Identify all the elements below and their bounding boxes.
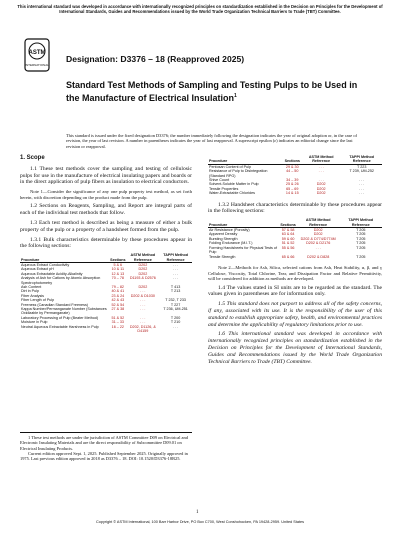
table-row — [20, 276, 192, 285]
bulk-characteristics-table-continued — [208, 155, 382, 196]
para-1-3: 1.3 Each test method is described as being a measure of either a bulk property of the pulp or a property of a handsheet formed from the pulp. — [20, 219, 192, 233]
sections-cell[interactable]: 51 & 52 — [111, 315, 125, 320]
astm-ref-cell: . . . — [140, 289, 146, 294]
tappi-ref-cell: T 210 — [170, 320, 181, 325]
col-procedure: Procedure — [20, 253, 109, 262]
tappi-ref-cell: T 205 — [356, 254, 366, 259]
col-astm: ASTM Method Reference — [297, 218, 340, 227]
procedure-cell: Neutral Aqueous Extractable Harshness in Pulp — [21, 324, 99, 329]
sections-cell[interactable]: 25 & 26 — [285, 182, 299, 187]
svg-text:ASTM: ASTM — [28, 50, 46, 56]
tappi-ref-cell: . . . — [173, 276, 179, 281]
table-row — [208, 255, 382, 259]
astm-ref-cell[interactable]: D202, D1126, & D4159 — [129, 324, 156, 334]
tappi-ref-cell: T 223 — [357, 164, 367, 169]
procedure-cell: Forming Handsheets for Physical Tests of Pulp — [209, 245, 277, 255]
sections-cell[interactable]: 52 & 54 — [111, 302, 125, 307]
sections-cell[interactable]: 10 & 11 — [111, 267, 125, 272]
sections-cell[interactable]: 44 – 50 — [286, 169, 299, 174]
tappi-ref-cell: T 205 — [356, 245, 366, 250]
tappi-ref-cell: . . . — [173, 271, 179, 276]
sections-cell[interactable]: 14 & 15 — [285, 191, 299, 196]
sections-cell[interactable]: 59 & 60 — [281, 236, 295, 241]
para-1-2: 1.2 Sections on Reagents, Sampling, and Report are integral parts of each of the individual test methods that follow. — [20, 203, 192, 217]
sections-cell[interactable]: 31 – 33 — [111, 320, 124, 325]
procedure-cell: Resistance of Pulp to Disintegration (Standard RPG) — [209, 169, 268, 178]
sections-cell[interactable]: 79 – 82 — [111, 285, 124, 289]
procedure-cell: Aqueous Extractable Acidity-Alkalinity — [21, 271, 83, 276]
footnote-2: Current edition approved Sept. 1, 2025. Published September 2025. Originally approved in 1975. Last previous edition approved in 2018 as D3376 – 18. DOI: 10.1520/D3376-18R25. — [20, 450, 188, 462]
procedure-cell: Fiber Analysis — [21, 293, 44, 298]
sections-cell[interactable]: 42 & 43 — [111, 298, 125, 303]
sections-cell[interactable]: 55 & 56 — [281, 245, 295, 250]
handsheet-characteristics-table — [208, 218, 382, 259]
astm-ref-cell[interactable]: D202 — [138, 267, 148, 272]
astm-ref-cell[interactable]: D202 — [138, 285, 148, 289]
right-column — [208, 155, 382, 368]
table-row — [208, 169, 382, 178]
tappi-ref-cell: T 239, UM-252 — [349, 169, 374, 174]
left-column — [20, 155, 192, 337]
procedure-cell: Aqueous Extract pH — [21, 267, 54, 272]
astm-ref-cell[interactable]: D202 — [316, 191, 326, 196]
svg-text:INTERNATIONAL: INTERNATIONAL — [25, 63, 49, 67]
tappi-ref-cell: . . . — [359, 191, 365, 196]
document-title — [66, 80, 366, 103]
procedure-cell: Bursting Strength — [209, 236, 238, 241]
procedure-cell: Folding Endurance (M.I.T.) — [209, 241, 253, 246]
col-astm: ASTM Method Reference — [127, 253, 160, 262]
astm-ref-cell[interactable]: D202 — [316, 182, 326, 187]
bulk-characteristics-table — [20, 253, 192, 333]
col-astm: ASTM Method Reference — [301, 155, 341, 164]
tappi-ref-cell: . . . — [173, 267, 179, 272]
para-1-6: 1.6 This international standard was developed in accordance with internationally recognized principles on standardization established in the Decision on Principles for the Development of International Standards, Guides and Recommendations issued by the World Trade Organization Technical Barriers to Trade (TBT) Committee. — [208, 331, 382, 365]
col-tappi: TAPPI Method Reference — [159, 253, 192, 262]
tappi-ref-cell: T 205 — [356, 232, 366, 237]
col-sections: Sections — [284, 155, 301, 164]
procedure-cell: Tensile Properties — [209, 186, 239, 191]
astm-ref-cell[interactable]: D202 — [138, 271, 148, 276]
astm-ref-cell[interactable]: D202 & D2176 — [306, 241, 331, 246]
sections-cell[interactable]: 70 – 78 — [111, 276, 124, 281]
sections-cell[interactable]: 12 & 13 — [111, 271, 125, 276]
astm-ref-cell: . . . — [318, 178, 324, 183]
tappi-ref-cell: T 200 — [170, 315, 181, 320]
astm-ref-cell[interactable]: D202 & D1030 — [130, 293, 155, 298]
standard-issue-note: This standard is issued under the fixed designation D3376; the number immediately following the designation indicates the year of original adoption or, in the case of revision, the year of last revision. A number in parentheses indicates the year of last reapproval. A superscript epsilon (ε) indicates an editorial change since the last revision or reapproval. — [66, 133, 357, 149]
col-tappi: TAPPI Method Reference — [340, 218, 382, 227]
tappi-ref-cell: . . . — [359, 182, 365, 187]
para-1-3-2: 1.3.2 Handsheet characteristics determinable by these procedures appear in the following sections: — [208, 201, 382, 215]
sections-cell[interactable]: 65 & 66 — [281, 254, 295, 259]
page-number: 1 — [196, 510, 199, 515]
footnote-1: 1 These test methods are under the jurisdiction of ASTM Committee D09 on Electrical and Electronic Insulating Materials and are the direct responsibility of Subcommittee D09.01 on Electrical Insulating Products. — [20, 435, 188, 451]
tappi-ref-cell: . . . — [359, 186, 365, 191]
note-2: Note 2—Methods for Ash, Silica, selected cations from Ash, Heat Stability, α, β, and γ Cellulose, Viscosity, Total Chlorine, Tear, and Dissipation Factor and Relative Permittivity, will be considered for addition as methods are developed. — [208, 264, 382, 282]
astm-ref-cell[interactable]: D202 — [316, 186, 326, 191]
procedure-cell: Laboratory Processing of Pulp (Beater Method) — [21, 315, 99, 320]
table-row — [208, 191, 382, 195]
sections-cell[interactable]: 57 & 58 — [281, 228, 295, 233]
sections-cell[interactable]: 29 & 30 — [285, 164, 299, 169]
para-1-5: 1.5 This standard does not purport to address all of the safety concerns, if any, associated with its use. It is the responsibility of the user of this standard to establish appropriate safety, health, and environmental practices and determine the applicability of regulatory limitations prior to use. — [208, 301, 382, 328]
procedure-cell: Water-Extractable Chlorides — [209, 191, 255, 196]
tbt-notice: This international standard was developed in accordance with internationally recognized principles on standardization established in the Decision on Principles for the Development of International Standards, Guides and Recommendations issued by the World Trade Organization Technical Barriers to Trade (TBT) Committee. — [17, 4, 383, 14]
procedure-cell: Moisture in Pulp — [21, 320, 48, 325]
tappi-ref-cell: T 213 — [170, 289, 181, 294]
sections-cell[interactable]: 40 & 41 — [111, 289, 125, 294]
astm-ref-cell: . . . — [318, 164, 324, 169]
astm-ref-cell: . . . — [140, 298, 146, 303]
astm-ref-cell[interactable]: D202 — [138, 262, 148, 267]
procedure-cell: Analysis of Ash for Cations by Atomic Absorption Spectrophotometry — [21, 276, 101, 285]
astm-ref-cell: . . . — [318, 169, 324, 174]
para-1-1: 1.1 These test methods cover the sampling and testing of cellulosic pulps for use in the manufacture of electrical insulating papers and boards or in the direct application of pulp fibers as insulation to electrical conductors. — [20, 165, 192, 186]
tappi-ref-cell: T 205 — [356, 228, 366, 233]
para-1-4: 1.4 The values stated in SI units are to be regarded as the standard. The values given in parentheses are for information only. — [208, 284, 382, 298]
sections-cell[interactable]: 27 & 38 — [111, 307, 125, 312]
procedure-cell: Fiber Length of Pulp — [21, 298, 55, 303]
footnote — [20, 432, 192, 461]
sections-cell[interactable]: 5 & 6 — [113, 262, 123, 267]
scope-heading: 1. Scope — [20, 155, 45, 161]
astm-ref-cell[interactable]: D202 — [313, 228, 323, 233]
astm-ref-cell[interactable]: D202 & D828 — [307, 254, 330, 259]
astm-ref-cell[interactable]: D202 & D774/D774M — [300, 236, 336, 241]
tappi-ref-cell: T 205 — [356, 236, 366, 241]
tappi-ref-cell: . . . — [173, 262, 179, 267]
table-row — [20, 307, 192, 316]
title-footnote-mark: 1 — [234, 92, 237, 99]
procedure-cell: Aqueous Extract Conductivity — [21, 262, 70, 267]
table-row — [208, 246, 382, 255]
astm-ref-cell: . . . — [140, 307, 146, 312]
procedure-cell: Dirt in Pulp — [21, 289, 40, 294]
procedure-cell: Pentosan Content of Pulp — [209, 164, 252, 169]
astm-logo — [24, 38, 50, 72]
sections-cell[interactable]: 34 – 39 — [286, 178, 299, 183]
sections-cell[interactable]: 51 & 52 — [281, 241, 295, 246]
sections-cell[interactable]: 23 & 24 — [111, 293, 125, 298]
procedure-cell: Solvent-Soluble Matter in Pulp — [209, 182, 259, 187]
astm-ref-cell[interactable]: D202 — [313, 232, 323, 237]
astm-ref-cell: . . . — [140, 302, 146, 307]
tappi-ref-cell: . . . — [173, 324, 179, 329]
sections-cell[interactable]: 63 & 64 — [281, 232, 295, 237]
tappi-ref-cell: T 205 — [356, 241, 366, 246]
sections-cell[interactable]: 65 – 69 — [286, 186, 299, 191]
col-tappi: TAPPI Method Reference — [341, 155, 382, 164]
procedure-cell: Kappa Number/Permanganate Number (Substances Oxidizable by Permanganate) — [21, 307, 107, 316]
note-1: Note 1—Consider the significance of any one pulp property test method, as set forth herein, with discretion depending on the product made from the pulp. — [20, 189, 192, 200]
procedure-cell: Freeness (Canadian Standard Freeness) — [21, 302, 89, 307]
procedure-cell: Ash Content — [21, 285, 42, 289]
col-sections: Sections — [279, 218, 296, 227]
copyright-footer: Copyright © ASTM International, 100 Barr Harbor Drive, PO Box C700, West Conshohocken, PA 19428-2959. United States — [95, 520, 304, 524]
title-text: Standard Test Methods of Sampling and Testing Pulps to be Used in the Manufacture of Electrical Insulation — [66, 80, 358, 103]
para-1-3-1: 1.3.1 Bulk characteristics determinable by these procedures appear in the following sections: — [20, 236, 192, 250]
table-row — [20, 325, 192, 334]
procedure-cell: Tensile Strength — [209, 254, 236, 259]
procedure-cell: Apparent Density — [209, 232, 238, 237]
tappi-ref-cell: T 413 — [170, 285, 181, 289]
tappi-ref-cell: T 227 — [170, 302, 181, 307]
col-procedure: Procedure — [208, 218, 279, 227]
tappi-ref-cell: . . . — [359, 178, 365, 183]
procedure-cell: Shive Count — [209, 178, 230, 183]
sections-cell[interactable]: 16 – 22 — [111, 324, 124, 329]
astm-ref-cell: . . . — [140, 315, 146, 320]
astm-ref-cell: . . . — [315, 245, 321, 250]
astm-ref-cell: . . . — [140, 320, 146, 325]
tappi-ref-cell: T 236, UM-251 — [163, 307, 188, 312]
designation: Designation: D3376 – 18 (Reapproved 2025) — [66, 54, 245, 64]
tappi-ref-cell: T 232, T 233 — [165, 298, 186, 303]
col-procedure: Procedure — [208, 155, 284, 164]
procedure-cell: Air Resistance (Porosity) — [209, 228, 250, 233]
col-sections: Sections — [109, 253, 126, 262]
astm-ref-cell[interactable]: D1193 & D2576 — [129, 276, 156, 281]
